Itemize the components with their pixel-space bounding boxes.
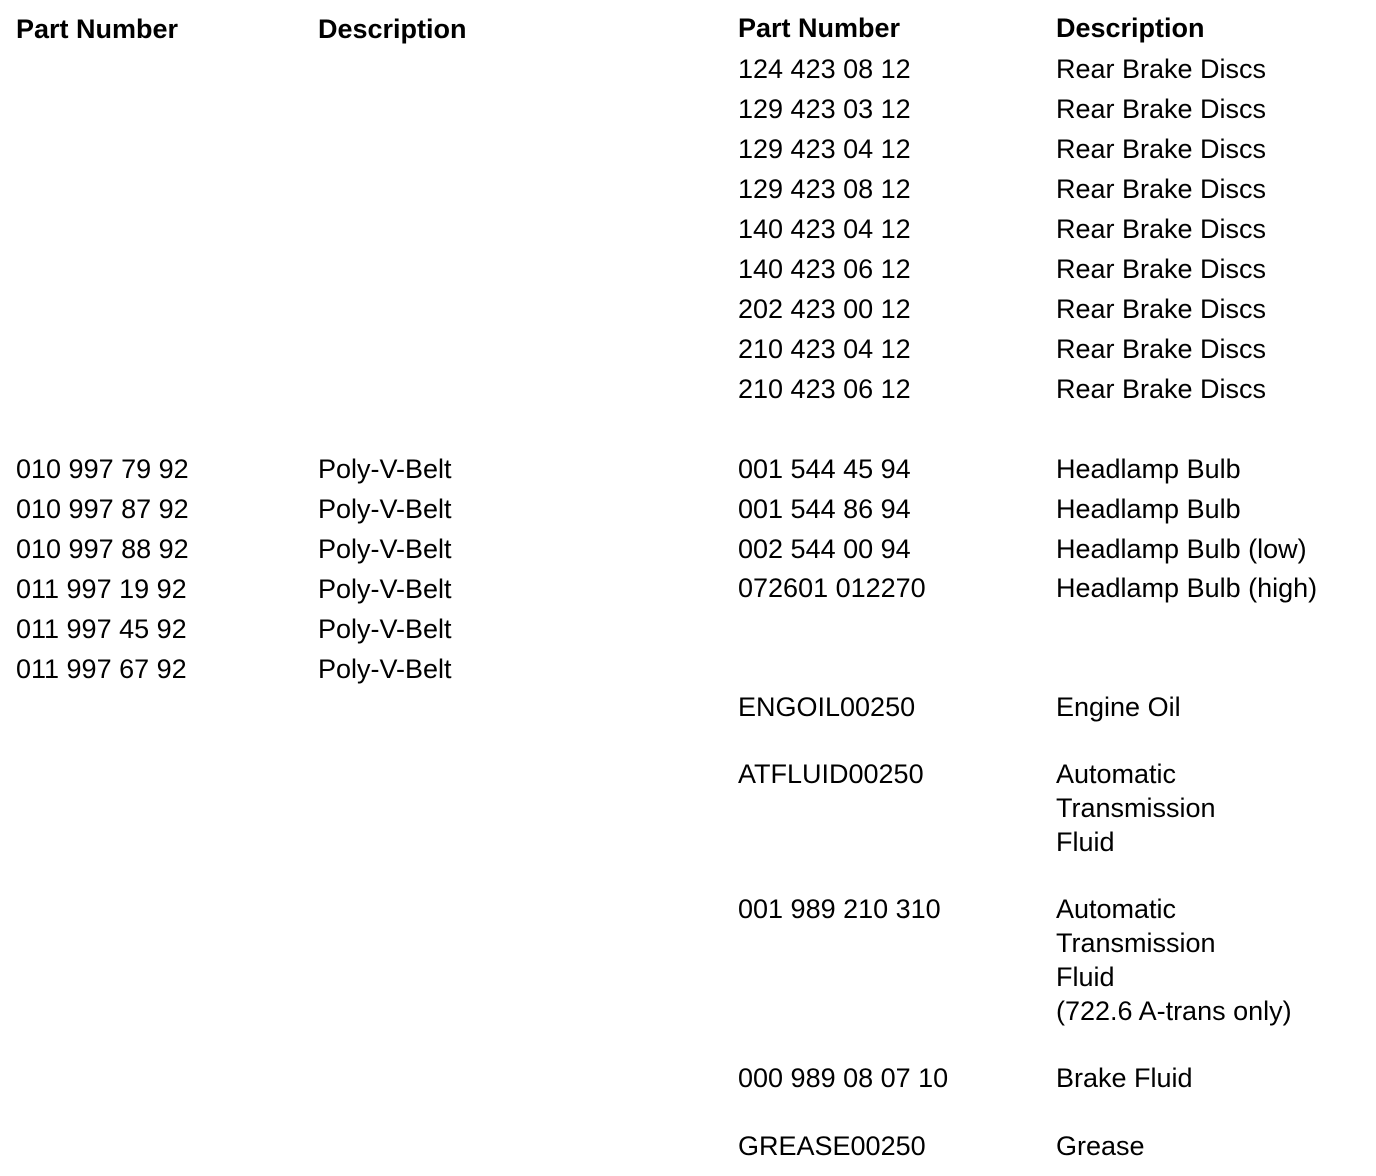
part-number: GREASE00250 [738,1131,926,1161]
part-number: 210 423 04 12 [738,334,911,364]
part-number: 010 997 79 92 [16,454,189,484]
part-number: 001 989 210 310 [738,894,941,924]
part-number: 010 997 87 92 [16,494,189,524]
part-number: 001 544 45 94 [738,454,911,484]
part-number: 140 423 06 12 [738,254,911,284]
part-number: 129 423 04 12 [738,134,911,164]
description: Headlamp Bulb (high) [1056,573,1318,603]
description: Rear Brake Discs [1056,214,1267,244]
description: Grease [1056,1131,1145,1161]
description: Poly-V-Belt [318,454,452,484]
part-number: 129 423 08 12 [738,174,911,204]
description: Poly-V-Belt [318,574,452,604]
part-number: 210 423 06 12 [738,374,911,404]
description: Headlamp Bulb (low) [1056,534,1307,564]
part-number: 002 544 00 94 [738,534,911,564]
left-header-description: Description [318,14,467,44]
part-number: 202 423 00 12 [738,294,911,324]
description: Poly-V-Belt [318,614,452,644]
part-number: 011 997 19 92 [16,574,187,604]
part-number: 010 997 88 92 [16,534,189,564]
description: Rear Brake Discs [1056,54,1267,84]
part-number: 000 989 08 07 10 [738,1063,949,1093]
description: Poly-V-Belt [318,654,452,684]
right-header-description: Description [1056,13,1205,43]
description: Automatic Transmission Fluid (722.6 A-trans only) [1056,894,1292,1026]
part-number: 011 997 45 92 [16,614,187,644]
part-number: ATFLUID00250 [738,759,924,789]
description: Brake Fluid [1056,1063,1193,1093]
description: Rear Brake Discs [1056,254,1267,284]
description: Poly-V-Belt [318,534,452,564]
left-header-part-number: Part Number [16,14,179,44]
description: Rear Brake Discs [1056,374,1267,404]
description: Poly-V-Belt [318,494,452,524]
part-number: 001 544 86 94 [738,494,911,524]
description: Rear Brake Discs [1056,294,1267,324]
part-number: 011 997 67 92 [16,654,187,684]
part-number: ENGOIL00250 [738,692,916,722]
part-number: 124 423 08 12 [738,54,911,84]
description: Engine Oil [1056,692,1181,722]
part-number: 140 423 04 12 [738,214,911,244]
right-header-part-number: Part Number [738,13,901,43]
description: Headlamp Bulb [1056,494,1241,524]
part-number: 129 423 03 12 [738,94,911,124]
description: Rear Brake Discs [1056,334,1267,364]
description: Automatic Transmission Fluid [1056,759,1216,857]
description: Rear Brake Discs [1056,174,1267,204]
description: Headlamp Bulb [1056,454,1241,484]
part-number: 072601 012270 [738,573,926,603]
description: Rear Brake Discs [1056,94,1267,124]
description: Rear Brake Discs [1056,134,1267,164]
